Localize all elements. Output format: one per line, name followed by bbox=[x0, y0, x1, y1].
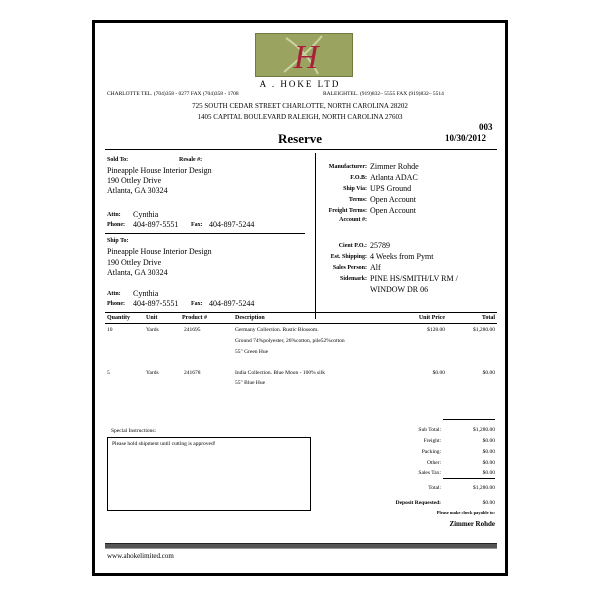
ship-to-phone-label: Phone: bbox=[107, 301, 125, 307]
charlotte-contact: CHARLOTTE TEL. (704)358 - 0277 FAX (704)358 - 1708 bbox=[107, 91, 239, 97]
special-instructions-text: Please hold shipment until cutting is approved! bbox=[112, 441, 216, 447]
est-shipping-label: Est. Shipping: bbox=[330, 254, 367, 260]
sold-to-attn: Cynthia bbox=[133, 210, 159, 219]
freight-label: Freight: bbox=[423, 438, 441, 444]
col-unit: Unit bbox=[146, 315, 158, 321]
sold-to-name: Pineapple House Interior Design bbox=[107, 166, 212, 175]
sold-to-phone: 404-897-5551 bbox=[133, 220, 179, 229]
subtotal-top-rule bbox=[443, 419, 495, 420]
table-top-rule bbox=[105, 312, 497, 313]
row1-unit: Yards bbox=[146, 327, 159, 333]
row2-unit-price: $0.00 bbox=[432, 370, 445, 376]
packing-label: Packing: bbox=[421, 449, 441, 455]
col-description: Description bbox=[235, 315, 265, 321]
ship-to-name: Pineapple House Interior Design bbox=[107, 247, 212, 256]
row2-product: 241678 bbox=[184, 370, 201, 376]
sold-to-street: 190 Ottley Drive bbox=[107, 176, 162, 185]
sold-to-phone-label: Phone: bbox=[107, 222, 125, 228]
document-number: 003 bbox=[479, 122, 493, 132]
manufacturer-label: Manufacturer: bbox=[328, 164, 367, 170]
subtotal-label: Sub Total: bbox=[418, 427, 441, 433]
charlotte-address: 725 SOUTH CEDAR STREET CHARLOTTE, NORTH CAROLINA 28202 bbox=[192, 102, 408, 110]
sidemark-line1: PINE HS/SMITH/LV RM / bbox=[370, 274, 458, 283]
row2-desc-line1: India Collection. Blue Moon - 100% silk bbox=[235, 370, 325, 376]
table-header-rule bbox=[105, 323, 497, 324]
header-divider bbox=[105, 149, 497, 150]
special-instructions-box bbox=[107, 437, 311, 511]
client-po-value: 25789 bbox=[370, 241, 390, 250]
fob-value: Atlanta ADAC bbox=[370, 173, 418, 182]
ship-to-city: Atlanta, GA 30324 bbox=[107, 268, 168, 277]
freight-terms-value: Open Account bbox=[370, 206, 416, 215]
sold-to-attn-label: Attn: bbox=[107, 212, 121, 218]
subtotal-value: $1,280.00 bbox=[473, 427, 495, 433]
terms-value: Open Account bbox=[370, 195, 416, 204]
terms-label: Terms: bbox=[348, 197, 367, 203]
packing-value: $0.00 bbox=[482, 449, 495, 455]
row2-desc-line2: 55" Blue Hue bbox=[235, 380, 266, 386]
row1-total: $1,280.00 bbox=[473, 327, 495, 333]
company-logo bbox=[255, 33, 353, 77]
deposit-value: $0.00 bbox=[482, 500, 495, 506]
special-instructions-label: Special Instructions: bbox=[111, 428, 157, 434]
website-link[interactable]: www.ahokelimited.com bbox=[107, 552, 174, 560]
sold-to-fax-label: Fax: bbox=[191, 222, 203, 228]
sales-tax-label: Sales Tax: bbox=[418, 470, 441, 476]
document-date: 10/30/2012 bbox=[445, 133, 487, 143]
client-po-label: Cient P.O.: bbox=[338, 243, 367, 249]
fob-label: F.O.B: bbox=[350, 175, 367, 181]
document-title: Reserve bbox=[277, 131, 323, 146]
document-page bbox=[92, 20, 508, 576]
total-label: Total: bbox=[428, 485, 441, 491]
sidemark-label: Sidemark: bbox=[340, 276, 367, 282]
company-name: A . HOKE LTD bbox=[259, 79, 341, 89]
row1-desc-line2: Ground 74%polyester, 26%cotton, pile52%cotton bbox=[235, 338, 345, 344]
est-shipping-value: 4 Weeks from Pymt bbox=[370, 252, 434, 261]
row2-unit: Yards bbox=[146, 370, 159, 376]
sales-person-value: Alf bbox=[370, 263, 381, 272]
row1-product: 241695 bbox=[184, 327, 201, 333]
footer-bar bbox=[105, 543, 497, 549]
ship-via-value: UPS Ground bbox=[370, 184, 412, 193]
sales-person-label: Sales Person: bbox=[332, 265, 367, 271]
ship-to-fax-label: Fax: bbox=[191, 301, 203, 307]
row2-total: $0.00 bbox=[482, 370, 495, 376]
ship-to-label: Ship To: bbox=[107, 238, 129, 244]
col-quantity: Quantity bbox=[107, 315, 131, 321]
row1-desc-line3: 55" Green Hue bbox=[235, 349, 269, 355]
raleigh-address: 1405 CAPITAL BOULEVARD RALEIGH, NORTH CAROLINA 27603 bbox=[197, 113, 403, 121]
account-label: Account #: bbox=[339, 217, 367, 223]
ship-to-attn: Cynthia bbox=[133, 289, 159, 298]
ship-to-fax: 404-897-5244 bbox=[209, 299, 255, 308]
payee-name: Zimmer Rohde bbox=[449, 520, 495, 528]
row1-quantity: 10 bbox=[107, 327, 113, 333]
total-value: $1,280.00 bbox=[473, 485, 495, 491]
freight-value: $0.00 bbox=[482, 438, 495, 444]
row2-quantity: 5 bbox=[107, 370, 110, 376]
resale-label: Resale #: bbox=[179, 157, 203, 163]
ship-to-attn-label: Attn: bbox=[107, 291, 121, 297]
logo-letter: H bbox=[293, 39, 319, 76]
col-unit-price: Unit Price bbox=[418, 315, 445, 321]
sold-ship-divider bbox=[105, 233, 305, 234]
other-label: Other: bbox=[426, 460, 441, 466]
ship-to-phone: 404-897-5551 bbox=[133, 299, 179, 308]
raleigh-contact: RALEIGHTEL. (919)832– 5555 FAX (919)832– 5514 bbox=[323, 91, 444, 97]
deposit-label: Deposit Requested: bbox=[395, 500, 441, 506]
sold-to-city: Atlanta, GA 30324 bbox=[107, 186, 168, 195]
sidemark-line2: WINDOW DR 06 bbox=[370, 285, 429, 294]
total-rule bbox=[443, 478, 495, 479]
ship-to-street: 190 Ottley Drive bbox=[107, 258, 162, 267]
other-value: $0.00 bbox=[482, 460, 495, 466]
ship-via-label: Ship Via: bbox=[343, 186, 367, 192]
freight-terms-label: Freight Terms: bbox=[328, 208, 367, 214]
row1-unit-price: $128.00 bbox=[427, 327, 445, 333]
sales-tax-value: $0.00 bbox=[482, 470, 495, 476]
sold-to-fax: 404-897-5244 bbox=[209, 220, 255, 229]
sold-to-label: Sold To: bbox=[107, 157, 129, 163]
col-product: Product # bbox=[182, 315, 208, 321]
col-total: Total bbox=[481, 315, 495, 321]
manufacturer-value: Zimmer Rohde bbox=[370, 162, 419, 171]
row1-desc-line1: Germany Collection. Rustic Blossom. bbox=[235, 327, 319, 333]
payable-note: Please make check payable to: bbox=[436, 510, 495, 515]
